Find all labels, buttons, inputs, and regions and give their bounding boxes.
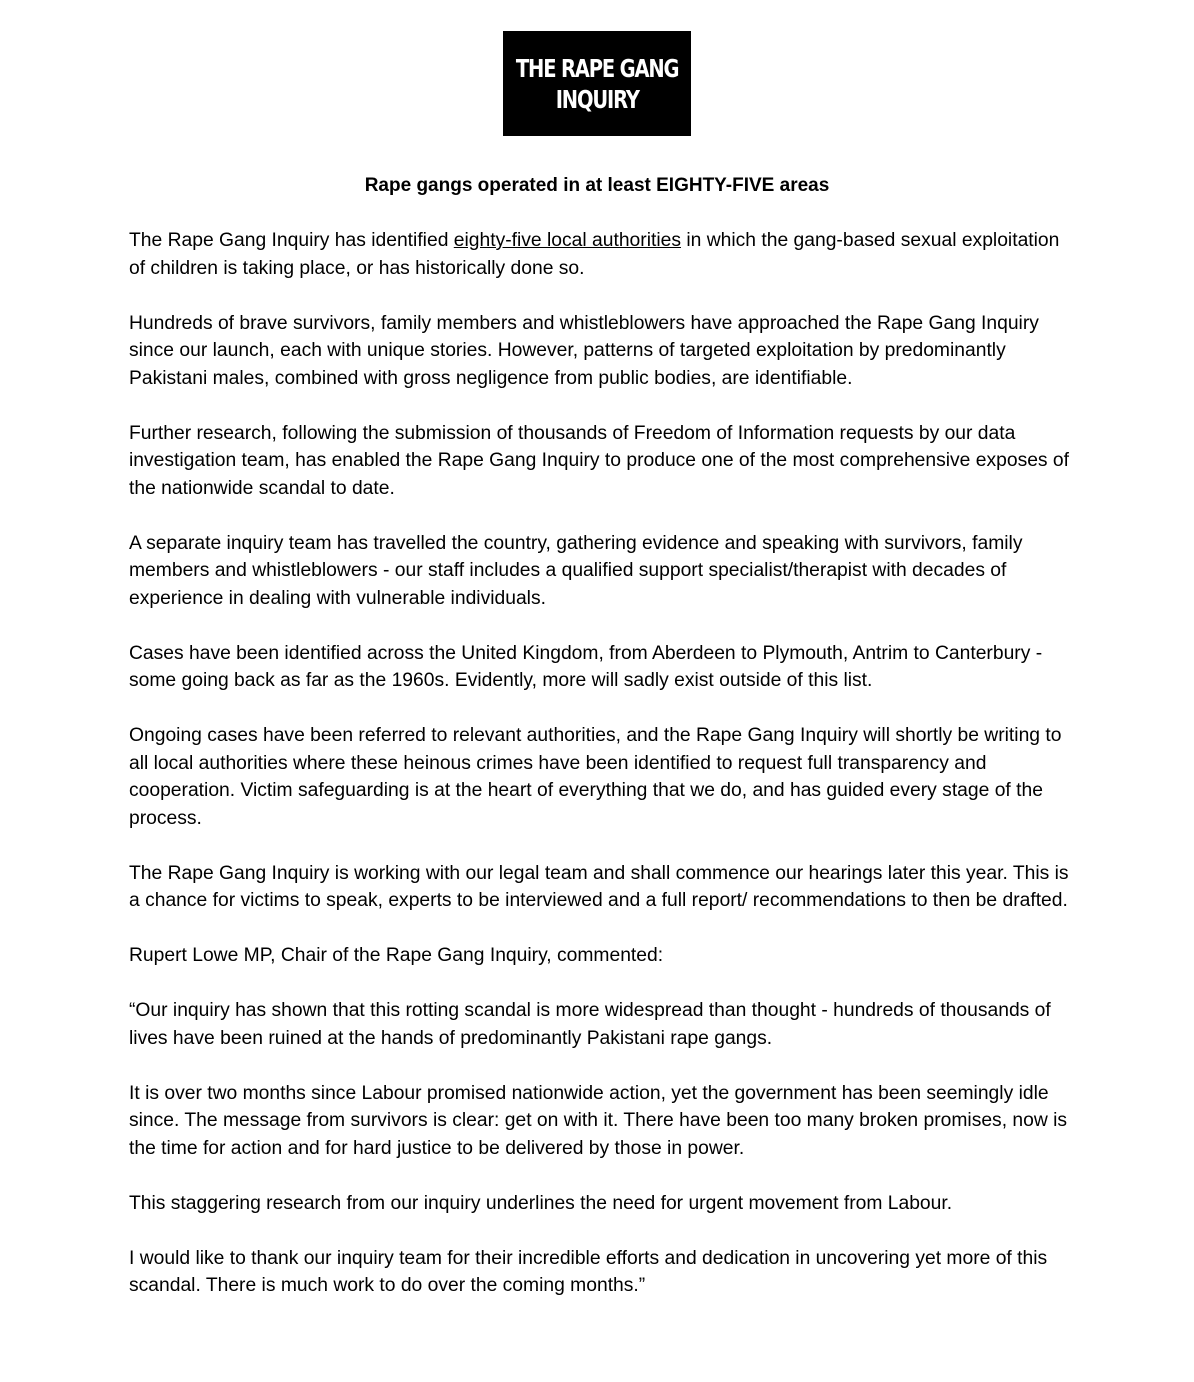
paragraph-11: This staggering research from our inquiry underlines the need for urgent movement from Labour. xyxy=(129,1192,953,1214)
inquiry-logo xyxy=(503,31,691,136)
paragraph-6: Ongoing cases have been referred to relevant authorities, and the Rape Gang Inquiry will shortly be writing to all local authorities where these heinous crimes have been identified to request full transparency and cooperation. Victim safeguarding is at the heart of everything that we do, and has guided every stage of the process. xyxy=(129,725,1062,829)
paragraph-12: I would like to thank our inquiry team for their incredible efforts and dedication in uncovering yet more of this scandal. There is much work to do over the coming months.” xyxy=(129,1247,1048,1296)
paragraph-4: A separate inquiry team has travelled the country, gathering evidence and speaking with survivors, family members and whistleblowers - our staff includes a qualified support specialist/therapist with decades of experience in dealing with vulnerable individuals. xyxy=(129,532,1023,609)
paragraph-1-end: in which the gang-based sexual exploitation of children is taking place, or has historically done so. xyxy=(129,230,1060,279)
paragraph-2: Hundreds of brave survivors, family members and whistleblowers have approached the Rape Gang Inquiry since our launch, each with unique stories. However, patterns of targeted exploitation by predominantly Pakistani males, combined with gross negligence from public bodies, are identifiable. xyxy=(129,312,1039,389)
paragraph-7: The Rape Gang Inquiry is working with our legal team and shall commence our hearings later this year. This is a chance for victims to speak, experts to be interviewed and a full report/ recommendations to then be drafted. xyxy=(129,862,1069,911)
logo-line-1: THE RAPE GANG xyxy=(515,53,679,83)
paragraph-1 xyxy=(129,227,1074,282)
page-headline: Rape gangs operated in at least EIGHTY-FIVE areas xyxy=(364,175,830,196)
press-release-body xyxy=(129,227,1074,1327)
paragraph-10: It is over two months since Labour promised nationwide action, yet the government has been seemingly idle since. The message from survivors is clear: get on with it. There have been too many broken promises, now is the time for action and for hard justice to be delivered by those in power. xyxy=(129,1082,1068,1159)
paragraph-8: Rupert Lowe MP, Chair of the Rape Gang Inquiry, commented: xyxy=(129,945,664,966)
paragraph-9: “Our inquiry has shown that this rotting scandal is more widespread than thought - hundreds of thousands of lives have been ruined at the hands of predominantly Pakistani rape gangs. xyxy=(129,1000,1051,1049)
logo-line-2: INQUIRY xyxy=(555,84,639,114)
paragraph-1-start: The Rape Gang Inquiry has identified xyxy=(129,230,454,251)
local-authorities-link[interactable]: eighty-five local authorities xyxy=(453,230,681,251)
paragraph-5: Cases have been identified across the United Kingdom, from Aberdeen to Plymouth, Antrim to Canterbury - some going back as far as the 1960s. Evidently, more will sadly exist outside of this list. xyxy=(129,642,1043,691)
paragraph-3: Further research, following the submission of thousands of Freedom of Information requests by our data investigation team, has enabled the Rape Gang Inquiry to produce one of the most comprehensive exposes of the nationwide scandal to date. xyxy=(129,422,1070,499)
